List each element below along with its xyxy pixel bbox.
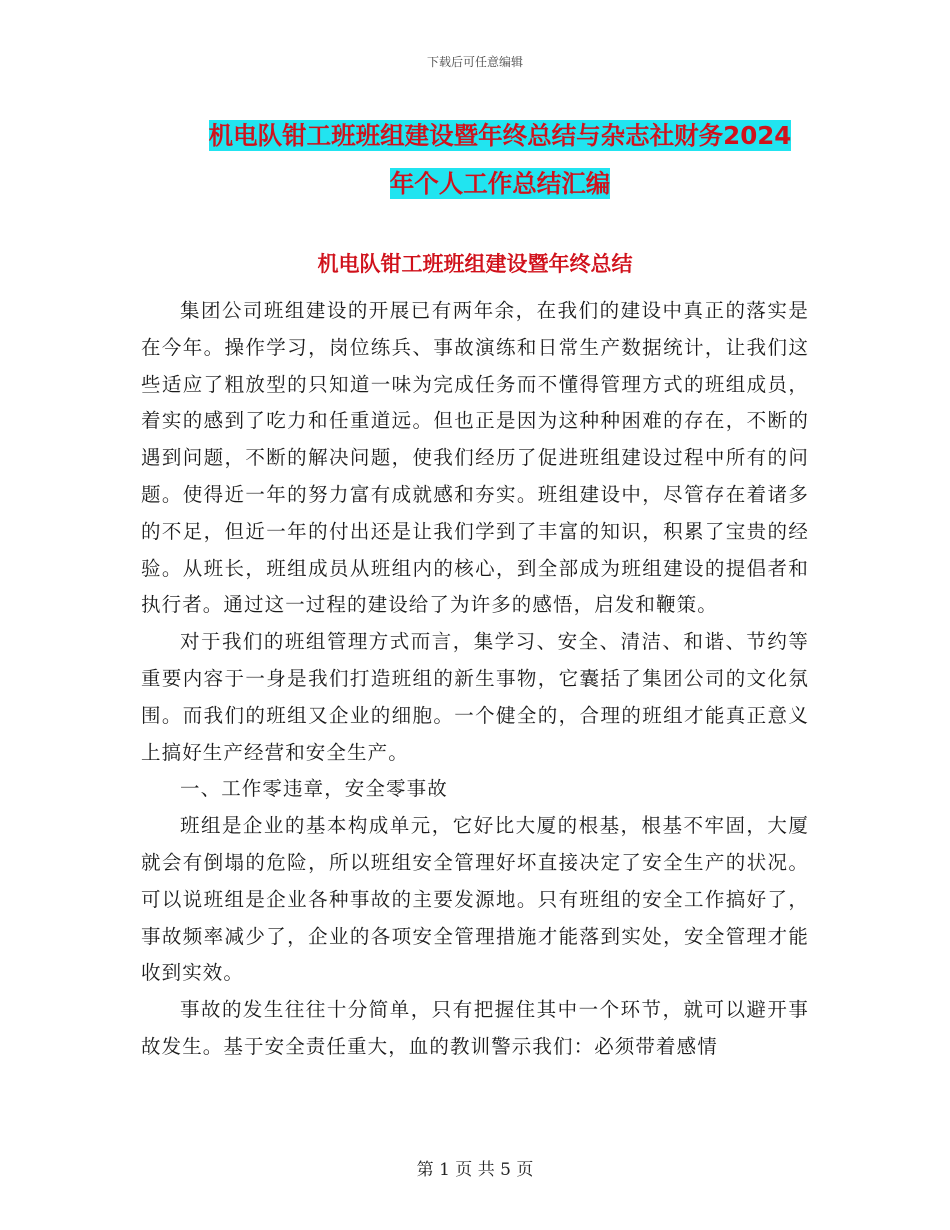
document-title-line-2: 年个人工作总结汇编 xyxy=(389,169,611,198)
page-header-note: 下载后可任意编辑 xyxy=(426,55,523,69)
document-title xyxy=(140,112,860,208)
page-number: 第 1 页 共 5 页 xyxy=(416,1160,534,1180)
document-title-line-1: 机电队钳工班班组建设暨年终总结与杂志社财务2024 xyxy=(208,121,792,150)
section-heading: 一、工作零违章，安全零事故 xyxy=(180,777,448,801)
section-title: 机电队钳工班班组建设暨年终总结 xyxy=(317,252,633,276)
paragraph: 集团公司班组建设的开展已有两年余，在我们的建设中真正的落实是在今年。操作学习，岗位练兵、事故演练和日常生产数据统计，让我们这些适应了粗放型的只知道一味为完成任务而不懂得管理方式的班组成员，着实的感到了吃力和任重道远。但也正是因为这种种困难的存在，不断的遇到问题，不断的解决问题，使我们经历了促进班组建设过程中所有的问题。使得近一年的努力富有成就感和夯实。班组建设中，尽管存在着诸多的不足，但近一年的付出还是让我们学到了丰富的知识，积累了宝贵的经验。从班长，班组成员从班组内的核心，到全部成为班组建设的提倡者和执行者。通过这一过程的建设给了为许多的感悟，启发和鞭策。 xyxy=(141,299,809,617)
paragraph: 班组是企业的基本构成单元，它好比大厦的根基，根基不牢固，大厦就会有倒塌的危险，所以班组安全管理好坏直接决定了安全生产的状况。可以说班组是企业各种事故的主要发源地。只有班组的安全工作搞好了，事故频率减少了，企业的各项安全管理措施才能落到实处，安全管理才能收到实效。 xyxy=(141,814,809,985)
paragraph: 对于我们的班组管理方式而言，集学习、安全、清洁、和谐、节约等重要内容于一身是我们打造班组的新生事物，它囊括了集团公司的文化氛围。而我们的班组又企业的细胞。一个健全的，合理的班组才能真正意义上搞好生产经营和安全生产。 xyxy=(141,630,809,764)
paragraph: 事故的发生往往十分简单，只有把握住其中一个环节，就可以避开事故发生。基于安全责任重大，血的教训警示我们：必须带着感情 xyxy=(141,998,809,1058)
document-body xyxy=(141,293,809,1066)
